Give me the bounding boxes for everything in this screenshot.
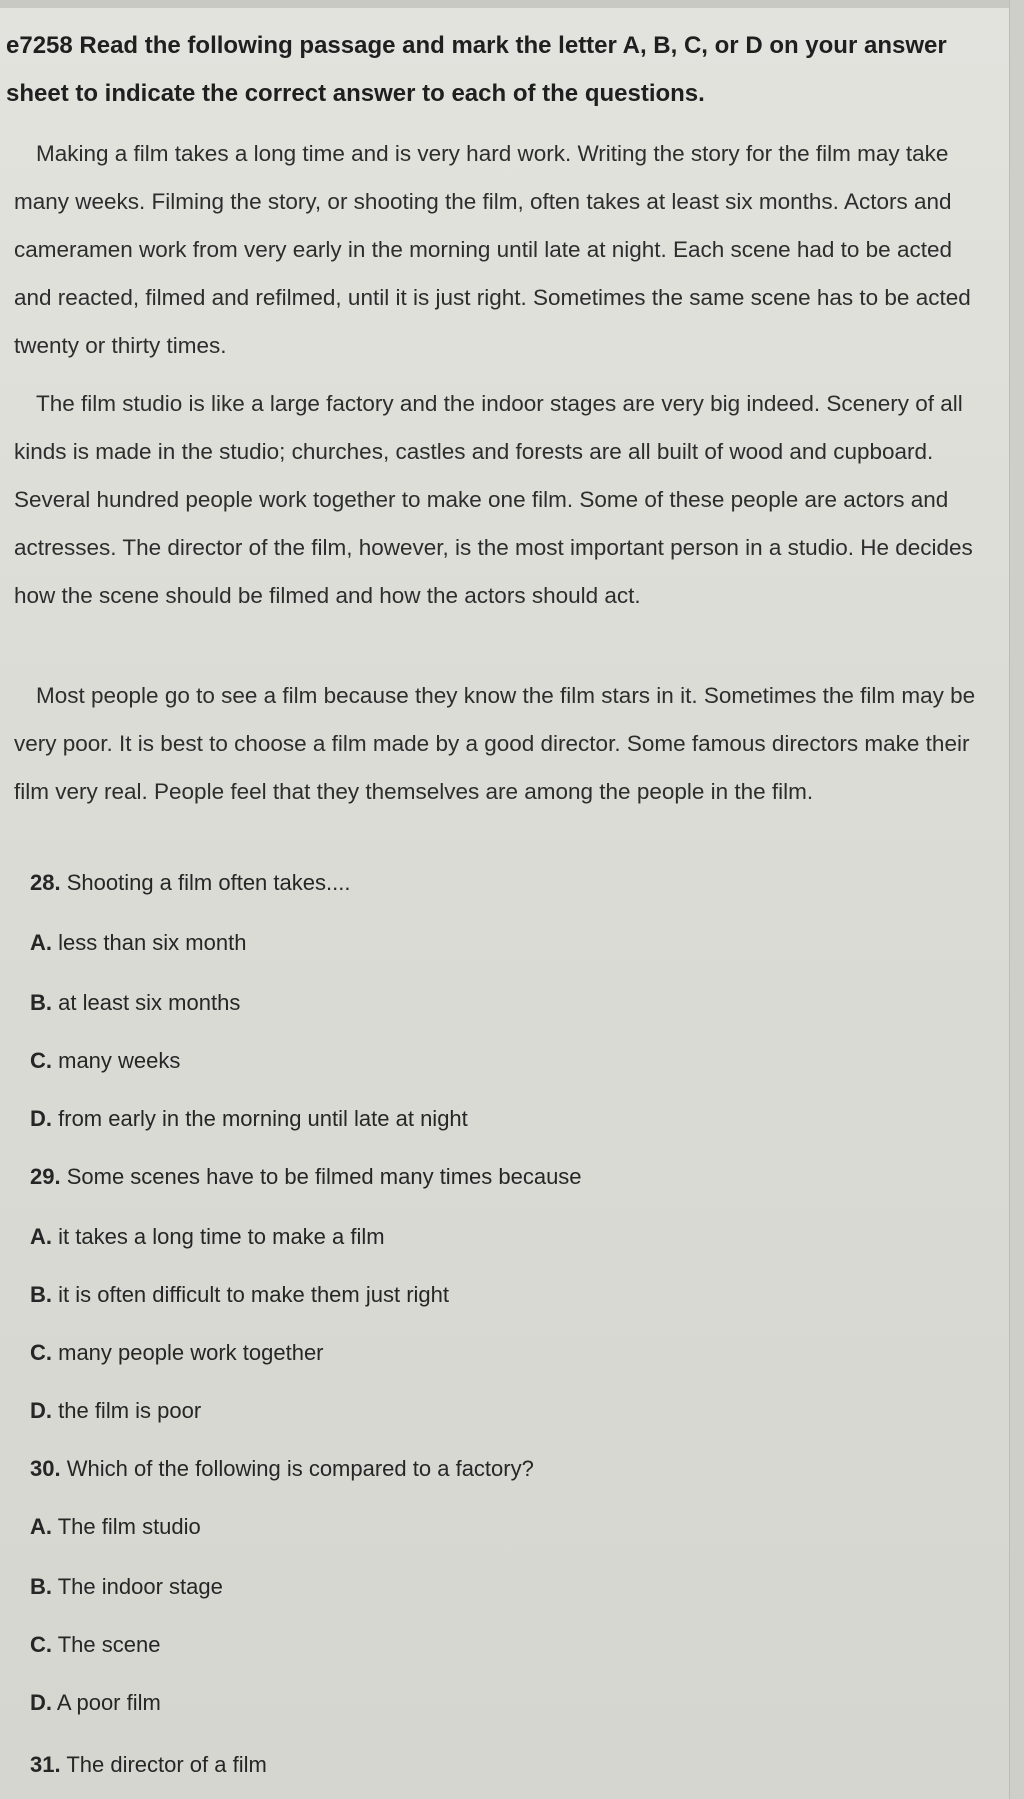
option-letter: C. — [30, 1048, 52, 1073]
question-text: Some scenes have to be filmed many times because — [66, 1164, 582, 1189]
option-text: at least six months — [58, 990, 241, 1015]
passage-paragraph-3 — [14, 672, 984, 816]
question-30-option-d[interactable] — [30, 1688, 970, 1718]
option-text: A poor film — [56, 1690, 161, 1715]
passage-paragraph-2 — [14, 380, 984, 620]
question-30-option-a[interactable] — [30, 1512, 970, 1542]
question-text: Which of the following is compared to a factory? — [66, 1456, 534, 1481]
question-29-option-d[interactable] — [30, 1396, 970, 1426]
question-29 — [30, 1162, 970, 1192]
option-text: it takes a long time to make a film — [58, 1224, 385, 1249]
option-letter: C. — [30, 1632, 52, 1657]
option-letter: B. — [30, 990, 52, 1015]
question-number: 30. — [30, 1456, 61, 1481]
option-letter: C. — [30, 1340, 52, 1365]
option-letter: B. — [30, 1574, 52, 1599]
question-28-option-d[interactable] — [30, 1104, 970, 1134]
option-text: many people work together — [58, 1340, 324, 1365]
option-text: many weeks — [58, 1048, 181, 1073]
option-letter: A. — [30, 1514, 52, 1539]
question-text: The director of a film — [66, 1752, 267, 1777]
question-28-option-b[interactable] — [30, 988, 970, 1018]
question-text: Shooting a film often takes.... — [66, 870, 351, 895]
option-text: the film is poor — [58, 1398, 202, 1423]
option-text: The indoor stage — [57, 1574, 223, 1599]
option-letter: A. — [30, 930, 52, 955]
passage-paragraph-2-text: The film studio is like a large factory and the indoor stages are very big indeed. Scenery of all kinds is made in the studio; churches, castles and forests are all built of wood and cupboard. Several hundred people work together to make one film. Some of these people are actors and actresses. The director of the film, however, is the most important person in a studio. He decides how the scene should be filmed and how the actors should act. — [14, 391, 973, 608]
option-letter: D. — [30, 1106, 52, 1131]
question-31 — [30, 1750, 970, 1780]
option-text: The scene — [57, 1632, 161, 1657]
question-30-option-b[interactable] — [30, 1572, 970, 1602]
question-number: 31. — [30, 1752, 61, 1777]
question-30-option-c[interactable] — [30, 1630, 970, 1660]
question-28-option-a[interactable] — [30, 928, 970, 958]
question-number: 28. — [30, 870, 61, 895]
question-30 — [30, 1454, 970, 1484]
option-letter: A. — [30, 1224, 52, 1249]
question-number: 29. — [30, 1164, 61, 1189]
question-29-option-b[interactable] — [30, 1280, 970, 1310]
question-29-option-a[interactable] — [30, 1222, 970, 1252]
exercise-instruction: e7258 Read the following passage and mark the letter A, B, C, or D on your answer sheet to indicate the correct answer to each of the questions. — [6, 32, 947, 107]
option-letter: D. — [30, 1690, 52, 1715]
question-29-option-c[interactable] — [30, 1338, 970, 1368]
top-shadow-strip — [0, 0, 1024, 8]
option-letter: B. — [30, 1282, 52, 1307]
question-28-option-c[interactable] — [30, 1046, 970, 1076]
page-right-edge — [1009, 0, 1024, 1799]
option-text: it is often difficult to make them just right — [58, 1282, 450, 1307]
passage-paragraph-3-text: Most people go to see a film because they know the film stars in it. Sometimes the film may be very poor. It is best to choose a film made by a good director. Some famous directors make their film very real. People feel that they themselves are among the people in the film. — [14, 683, 976, 804]
option-text: from early in the morning until late at night — [58, 1106, 468, 1131]
question-28 — [30, 868, 970, 898]
option-text: The film studio — [57, 1514, 201, 1539]
option-text: less than six month — [58, 930, 247, 955]
passage-paragraph-1 — [14, 130, 984, 370]
passage-paragraph-1-text: Making a film takes a long time and is very hard work. Writing the story for the film may take many weeks. Filming the story, or shooting the film, often takes at least six months. Actors and cameramen work from very early in the morning until late at night. Each scene had to be acted and reacted, filmed and refilmed, until it is just right. Sometimes the same scene has to be acted twenty or thirty times. — [14, 141, 971, 358]
option-letter: D. — [30, 1398, 52, 1423]
